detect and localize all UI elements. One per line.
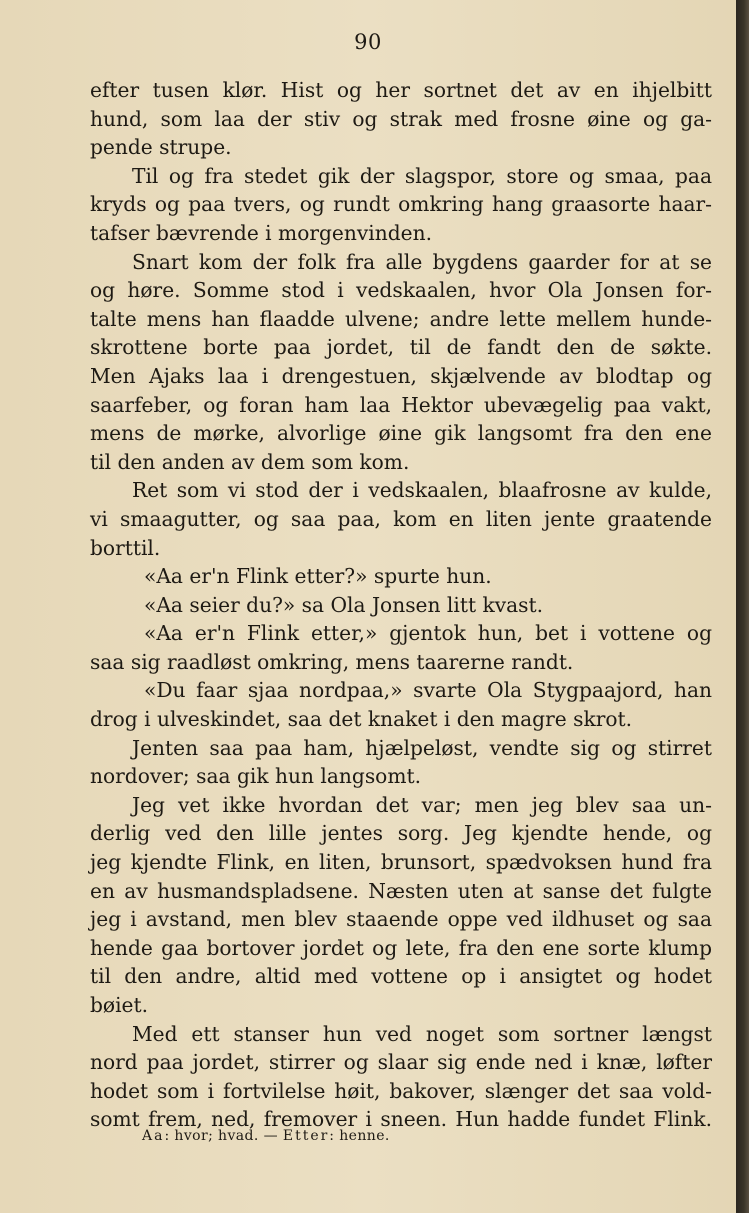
footnote-term-2: Etter bbox=[282, 1128, 330, 1144]
text-line: Ret som vi stod der i vedskaalen, blaafrosne av kulde, bbox=[132, 478, 712, 503]
text-line: mens de mørke, alvorlige øine gik langsomt fra den ene bbox=[90, 421, 712, 446]
text-line: til den andre, altid med vottene op i ansigtet og hodet bbox=[90, 964, 712, 989]
text-line: skrottene borte paa jordet, til de fandt den de søkte. bbox=[90, 335, 712, 360]
text-line: somt frem, ned, fremover i sneen. Hun hadde fundet Flink. bbox=[90, 1107, 712, 1132]
text-line: Med ett stanser hun ved noget som sortner længst bbox=[132, 1021, 712, 1046]
text-line: jeg i avstand, men blev staaende oppe ved ildhuset og saa bbox=[90, 907, 712, 932]
text-line: «Du faar sjaa nordpaa,» svarte Ola Stygpaajord, han bbox=[144, 678, 712, 703]
text-line: derlig ved den lille jentes sorg. Jeg kjendte hende, og bbox=[90, 821, 712, 846]
text-line: «Aa er'n Flink etter?» spurte hun. bbox=[144, 564, 492, 589]
text-line: nordover; saa gik hun langsomt. bbox=[90, 764, 422, 789]
text-line: borttil. bbox=[90, 535, 161, 560]
text-line: saarfeber, og foran ham laa Hektor ubevægelig paa vakt, bbox=[90, 392, 712, 417]
text-line: og høre. Somme stod i vedskaalen, hvor Ola Jonsen for- bbox=[90, 278, 712, 303]
text-line: en av husmandspladsene. Næsten uten at sanse det fulgte bbox=[90, 878, 712, 903]
text-line: nord paa jordet, stirrer og slaar sig ende ned i knæ, løfter bbox=[90, 1050, 712, 1075]
text-line: Snart kom der folk fra alle bygdens gaarder for at se bbox=[132, 249, 712, 274]
text-line: bøiet. bbox=[90, 993, 149, 1017]
text-line: jeg kjendte Flink, en liten, brunsort, spædvoksen hund fra bbox=[90, 850, 712, 875]
text-line: «Aa seier du?» sa Ola Jonsen litt kvast. bbox=[144, 592, 544, 617]
text-line: efter tusen klør. Hist og her sortnet det av en ihjelbitt bbox=[90, 78, 712, 102]
text-line: talte mens han flaadde ulvene; andre lette mellem hunde- bbox=[90, 306, 712, 331]
text-line: «Aa er'n Flink etter,» gjentok hun, bet i vottene og bbox=[144, 621, 712, 646]
text-line: til den anden av dem som kom. bbox=[90, 449, 410, 474]
text-line: kryds og paa tvers, og rundt omkring hang graasorte haar- bbox=[90, 192, 712, 217]
text-line: vi smaagutter, og saa paa, kom en liten jente graatende bbox=[90, 506, 712, 531]
body-text bbox=[90, 76, 712, 1134]
text-line: tafser bævrende i morgenvinden. bbox=[90, 220, 433, 245]
text-line: Jenten saa paa ham, hjælpeløst, vendte sig og stirret bbox=[132, 735, 712, 760]
text-line: drog i ulveskindet, saa det knaket i den magre skrot. bbox=[90, 707, 633, 732]
text-line: hodet som i fortvilelse høit, bakover, slænger det saa vold- bbox=[90, 1078, 712, 1103]
page-edge bbox=[736, 0, 749, 1213]
text-line: Jeg vet ikke hvordan det var; men jeg blev saa un- bbox=[132, 792, 712, 817]
footnote-term-1: Aa bbox=[142, 1128, 165, 1144]
footnote-gloss-2: : henne. bbox=[329, 1128, 390, 1144]
text-line: pende strupe. bbox=[90, 135, 232, 160]
footnote bbox=[142, 1128, 390, 1144]
footnote-gloss-1: : hvor; hvad. — bbox=[164, 1128, 283, 1144]
text-line: hund, som laa der stiv og strak med frosne øine og ga- bbox=[90, 106, 712, 131]
text-line: saa sig raadløst omkring, mens taarerne randt. bbox=[90, 649, 574, 674]
page-number: 90 bbox=[354, 30, 382, 54]
text-line: Til og fra stedet gik der slagspor, store og smaa, paa bbox=[132, 163, 712, 188]
text-line: hende gaa bortover jordet og lete, fra den ene sorte klump bbox=[90, 935, 712, 960]
text-line: Men Ajaks laa i drengestuen, skjælvende av blodtap og bbox=[90, 363, 712, 388]
